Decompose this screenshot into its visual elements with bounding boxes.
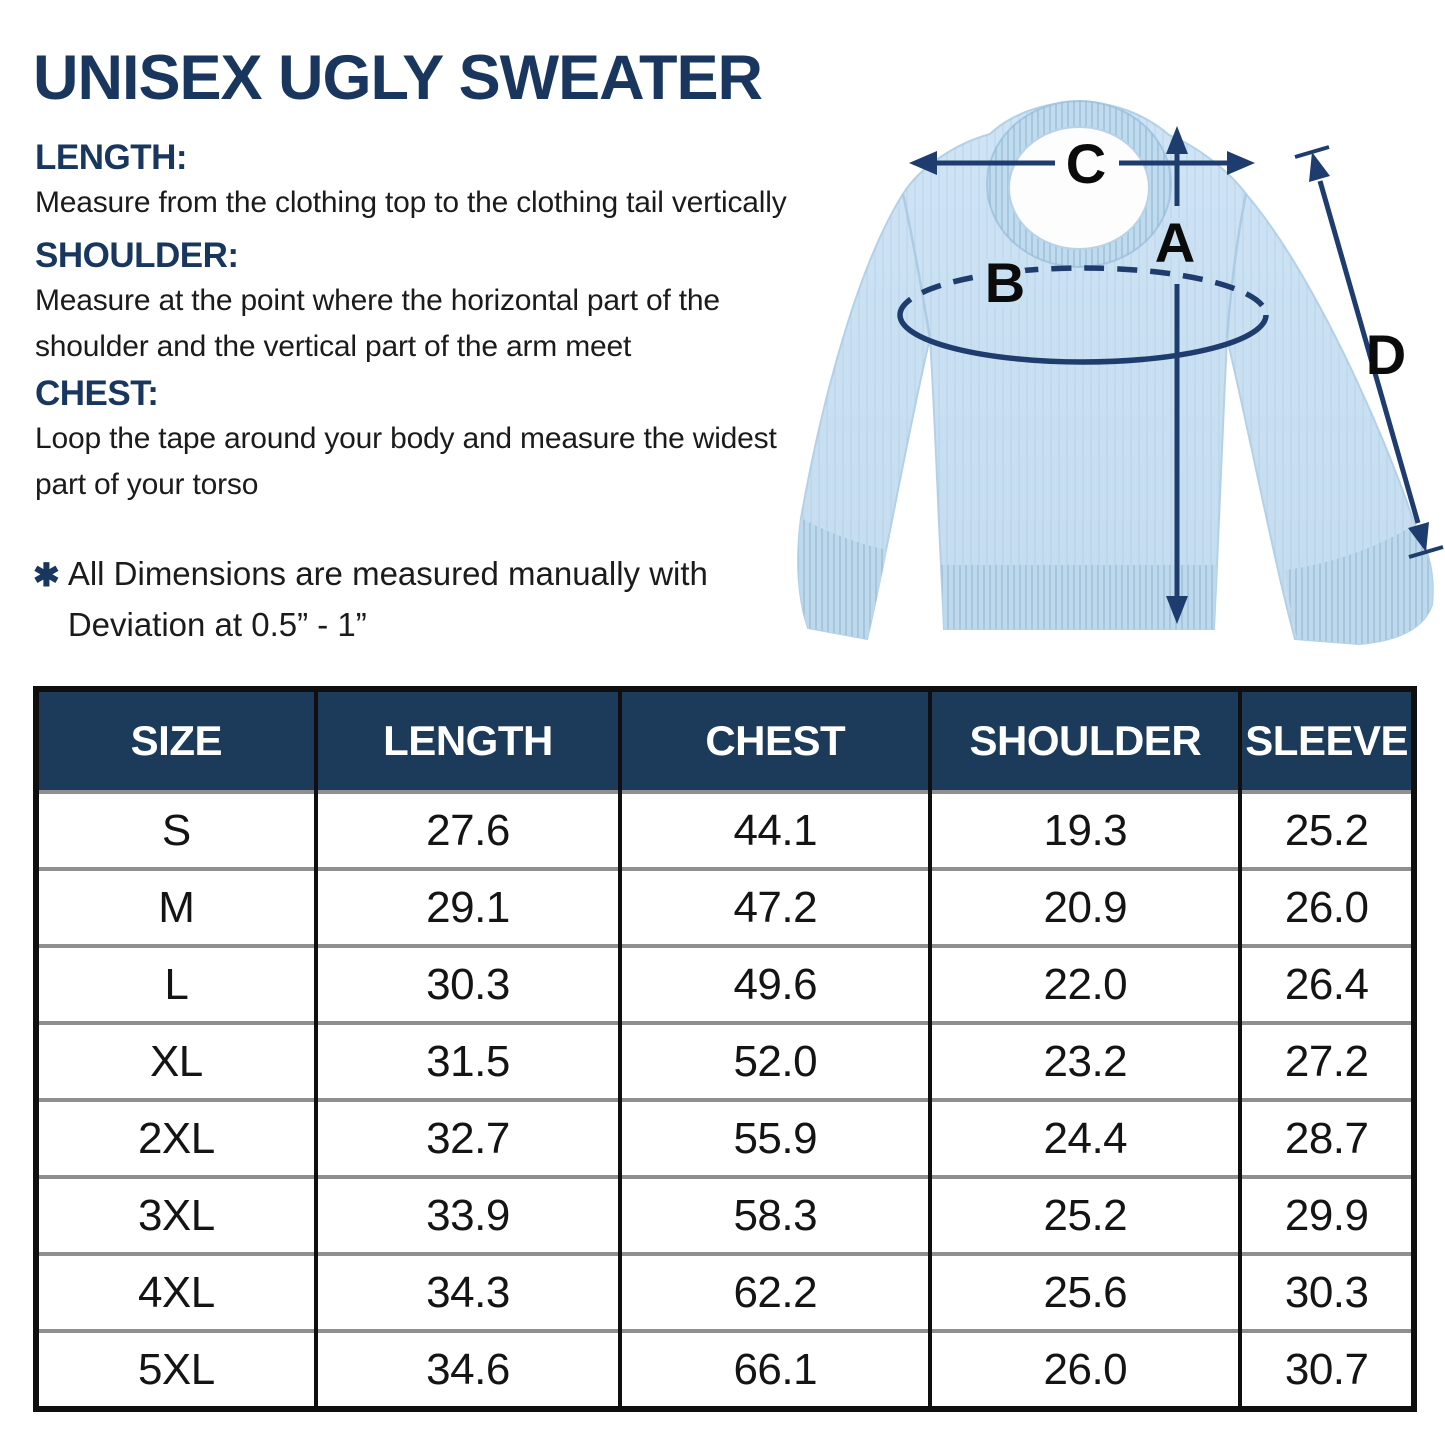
table-header-row	[36, 689, 1414, 792]
column-header-sleeve: SLEEVE	[1240, 689, 1414, 792]
length-cell: 32.7	[316, 1100, 621, 1177]
sleeve-cell: 30.7	[1240, 1331, 1414, 1409]
page-title: UNISEX UGLY SWEATER	[33, 43, 762, 113]
sleeve-cell: 25.2	[1240, 792, 1414, 869]
deviation-note-text	[68, 548, 708, 650]
chest-cell: 49.6	[620, 946, 930, 1023]
shoulder-cell: 25.2	[930, 1177, 1240, 1254]
instruction-line: Measure from the clothing top to the clothing tail vertically	[35, 186, 787, 219]
table-row	[36, 1254, 1414, 1331]
table-row	[36, 1100, 1414, 1177]
shoulder-cell: 25.6	[930, 1254, 1240, 1331]
asterisk-icon: ✱	[33, 557, 60, 593]
note-line: All Dimensions are measured manually with	[67, 555, 708, 592]
length-cell: 34.6	[316, 1331, 621, 1409]
table-row	[36, 946, 1414, 1023]
table-row	[36, 1023, 1414, 1100]
column-header-shoulder: SHOULDER	[930, 689, 1240, 792]
length-cell: 27.6	[316, 792, 621, 869]
column-header-chest: CHEST	[620, 689, 930, 792]
sleeve-cell: 26.4	[1240, 946, 1414, 1023]
sleeve-cell: 28.7	[1240, 1100, 1414, 1177]
shoulder-heading: SHOULDER:	[35, 236, 239, 275]
sleeve-cell: 29.9	[1240, 1177, 1414, 1254]
sleeve-cell: 27.2	[1240, 1023, 1414, 1100]
table-row	[36, 1177, 1414, 1254]
length-cell: 30.3	[316, 946, 621, 1023]
instruction-line: shoulder and the vertical part of the arm meet	[35, 330, 632, 363]
size-cell: 3XL	[36, 1177, 316, 1254]
dim-label-c: C	[1065, 132, 1107, 195]
dim-label-a: A	[1154, 211, 1196, 274]
length-cell: 29.1	[316, 869, 621, 946]
table-row	[36, 1331, 1414, 1409]
sweater-illustration	[783, 88, 1445, 660]
chest-cell: 47.2	[620, 869, 930, 946]
dim-label-b: B	[984, 251, 1026, 314]
chest-cell: 55.9	[620, 1100, 930, 1177]
chest-description	[35, 416, 777, 508]
sweater-measurement-diagram	[783, 88, 1445, 660]
sleeve-cell: 26.0	[1240, 869, 1414, 946]
instruction-line: part of your torso	[35, 468, 259, 501]
size-cell: 5XL	[36, 1331, 316, 1409]
chest-cell: 62.2	[620, 1254, 930, 1331]
size-cell: 2XL	[36, 1100, 316, 1177]
size-cell: S	[36, 792, 316, 869]
shoulder-cell: 19.3	[930, 792, 1240, 869]
chest-cell: 44.1	[620, 792, 930, 869]
shoulder-description	[35, 278, 720, 370]
deviation-note	[33, 548, 708, 650]
dim-label-d: D	[1365, 323, 1407, 386]
size-chart-table	[33, 686, 1417, 1412]
note-line: Deviation at 0.5” - 1”	[67, 606, 367, 643]
length-cell: 31.5	[316, 1023, 621, 1100]
table-row	[36, 869, 1414, 946]
chest-cell: 66.1	[620, 1331, 930, 1409]
size-cell: 4XL	[36, 1254, 316, 1331]
column-header-length: LENGTH	[316, 689, 621, 792]
length-cell: 33.9	[316, 1177, 621, 1254]
shoulder-cell: 22.0	[930, 946, 1240, 1023]
table-row	[36, 792, 1414, 869]
column-header-size: SIZE	[36, 689, 316, 792]
shoulder-cell: 24.4	[930, 1100, 1240, 1177]
shoulder-cell: 20.9	[930, 869, 1240, 946]
size-cell: L	[36, 946, 316, 1023]
size-cell: XL	[36, 1023, 316, 1100]
sleeve-cell: 30.3	[1240, 1254, 1414, 1331]
size-cell: M	[36, 869, 316, 946]
shoulder-cell: 23.2	[930, 1023, 1240, 1100]
length-description	[35, 180, 787, 226]
shoulder-cell: 26.0	[930, 1331, 1240, 1409]
instruction-line: Loop the tape around your body and measure the widest	[35, 422, 777, 455]
chest-heading: CHEST:	[35, 374, 159, 413]
instruction-line: Measure at the point where the horizontal part of the	[35, 284, 720, 317]
chest-cell: 52.0	[620, 1023, 930, 1100]
length-cell: 34.3	[316, 1254, 621, 1331]
length-heading: LENGTH:	[35, 138, 188, 177]
sweater-body	[798, 101, 1433, 644]
chest-cell: 58.3	[620, 1177, 930, 1254]
